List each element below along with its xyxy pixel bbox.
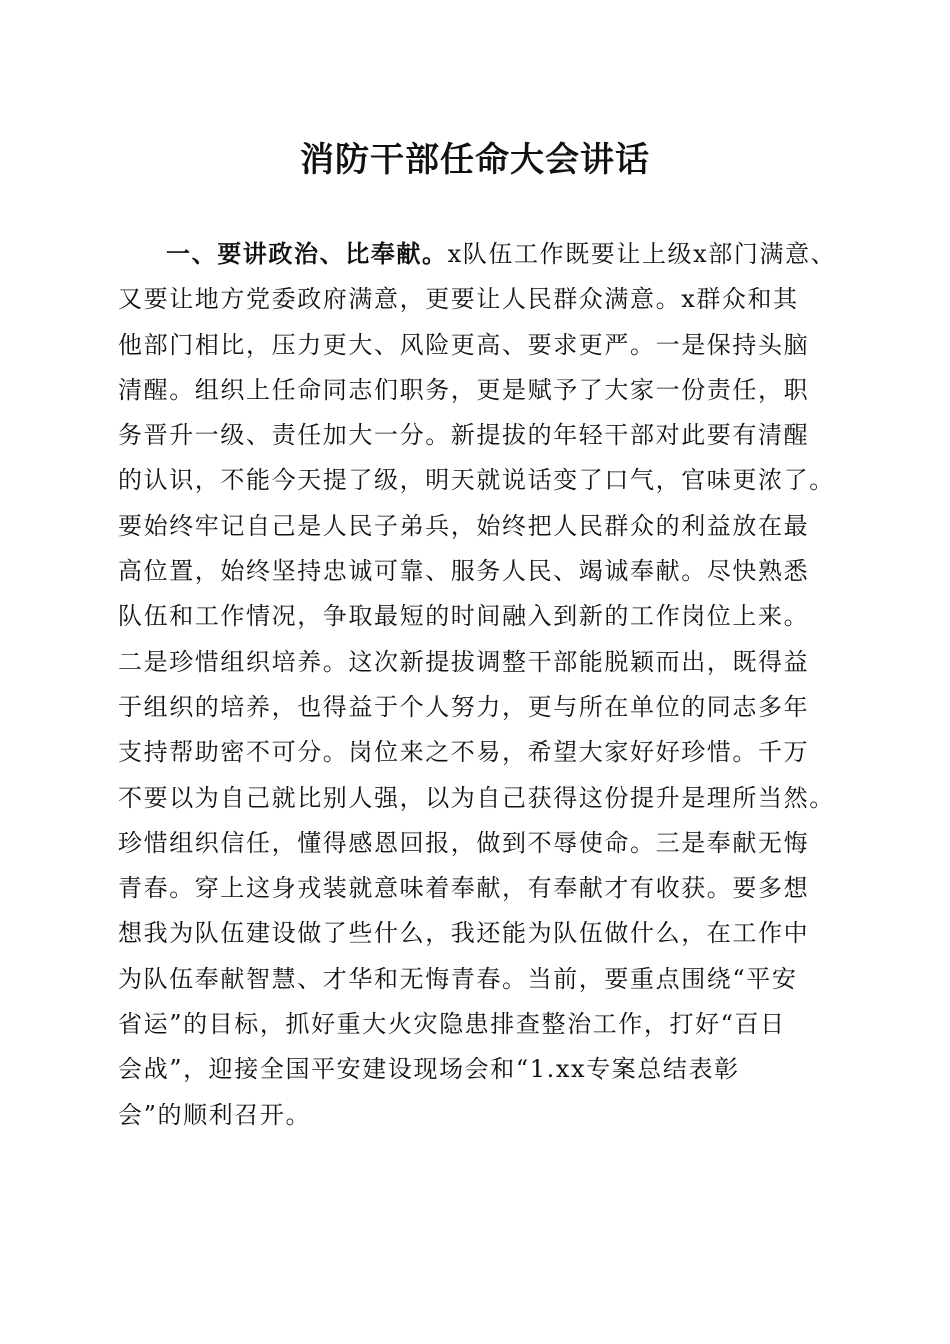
paragraph-line: 为队伍奉献智慧、才华和无悔青春。当前，要重点围绕“平安 — [118, 964, 798, 993]
paragraph-line: 清醒。组织上任命同志们职务，更是赋予了大家一份责任，职 — [118, 375, 810, 404]
speech-body — [118, 232, 842, 1138]
paragraph-line-text: x队伍工作既要让上级x部门满意、 — [447, 240, 837, 268]
paragraph-line: 省运”的目标，抓好重大火灾隐患排查整治工作，打好“百日 — [118, 1010, 786, 1039]
paragraph-line: 他部门相比，压力更大、风险更高、要求更严。一是保持头脑 — [118, 330, 810, 359]
paragraph-line: 队伍和工作情况，争取最短的时间融入到新的工作岗位上来。 — [118, 602, 810, 631]
paragraph-line: 又要让地方党委政府满意，更要让人民群众满意。x群众和其 — [118, 285, 799, 314]
paragraph-line: 要始终牢记自己是人民子弟兵，始终把人民群众的利益放在最 — [118, 511, 810, 540]
paragraph-line: 支持帮助密不可分。岗位来之不易，希望大家好好珍惜。千万 — [118, 738, 810, 767]
paragraph-line: 会”的顺利召开。 — [118, 1100, 312, 1129]
paragraph-line: 高位置，始终坚持忠诚可靠、服务人民、竭诚奉献。尽快熟悉 — [118, 557, 810, 586]
section-heading: 一、要讲政治、比奉献。 — [166, 240, 448, 268]
paragraph-line: 青春。穿上这身戎装就意味着奉献，有奉献才有收获。要多想 — [118, 874, 810, 903]
paragraph-line: 于组织的培养，也得益于个人努力，更与所在单位的同志多年 — [118, 692, 810, 721]
paragraph-line: 想我为队伍建设做了些什么，我还能为队伍做什么，在工作中 — [118, 919, 810, 948]
paragraph-line: 不要以为自己就比别人强，以为自己获得这份提升是理所当然。 — [118, 783, 835, 812]
document-title: 消防干部任命大会讲话 — [300, 140, 650, 180]
paragraph-line: 会战”，迎接全国平安建设现场会和“1.xx专案总结表彰 — [118, 1055, 740, 1084]
paragraph-line: 二是珍惜组织培养。这次新提拔调整干部能脱颖而出，既得益 — [118, 647, 810, 676]
paragraph-line: 珍惜组织信任，懂得感恩回报，做到不辱使命。三是奉献无悔 — [118, 828, 810, 857]
paragraph-line: 务晋升一级、责任加大一分。新提拔的年轻干部对此要有清醒 — [118, 421, 810, 450]
paragraph-line — [118, 232, 842, 277]
paragraph-line: 的认识，不能今天提了级，明天就说话变了口气，官味更浓了。 — [118, 466, 835, 495]
